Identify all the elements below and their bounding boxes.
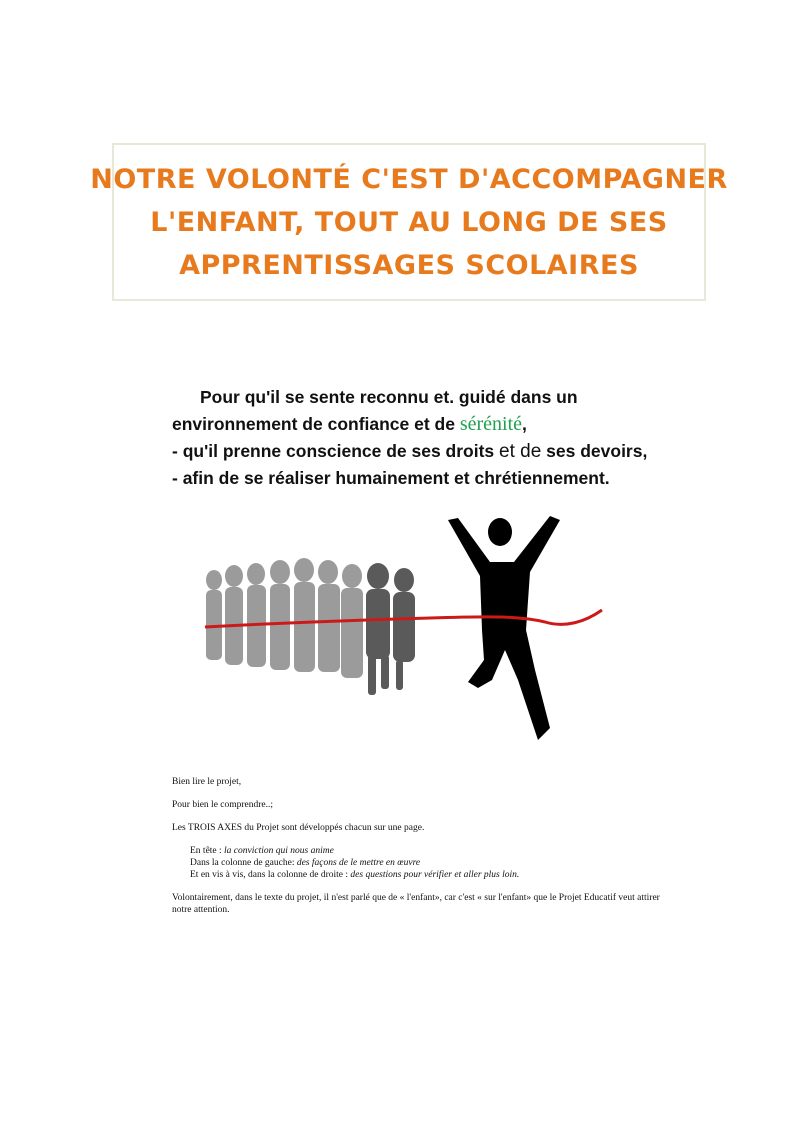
runner-crowd-front xyxy=(366,563,415,695)
intro-paragraph xyxy=(172,384,732,492)
winner-silhouette xyxy=(448,516,560,740)
intro-line-1: Pour qu'il se sente reconnu et. guidé dans un xyxy=(200,387,578,407)
note-right xyxy=(172,869,672,881)
intro-line-4: - afin de se réaliser humainement et chrétiennement. xyxy=(172,468,610,488)
note-left-text: des façons de le mettre en œuvre xyxy=(296,858,421,868)
intro-line-3-et-de: et de xyxy=(499,441,542,462)
note-head-text: la conviction qui nous anime xyxy=(224,846,334,856)
intro-line-3 xyxy=(172,438,732,465)
note-3: Les TROIS AXES du Projet sont développés chacun sur une page. xyxy=(172,823,425,833)
notes-section xyxy=(172,776,672,916)
intro-line-2 xyxy=(172,411,732,438)
intro-line-2-comma: , xyxy=(522,414,527,434)
title-line-2: L'ENFANT, TOUT AU LONG DE SES xyxy=(150,206,668,238)
intro-line-3-end: ses devoirs, xyxy=(541,441,648,461)
note-left-label: Dans la colonne de gauche: xyxy=(190,858,297,868)
note-head xyxy=(172,845,672,857)
note-2: Pour bien le comprendre..; xyxy=(172,800,274,810)
note-1: Bien lire le projet, xyxy=(172,777,242,787)
note-right-label: Et en vis à vis, dans la colonne de droite : xyxy=(190,870,351,880)
note-left xyxy=(172,857,672,869)
title-box xyxy=(90,143,728,301)
note-4: Volontairement, dans le texte du projet, il n'est parlé que de « l'enfant», car c'est « sur l'enfant» que le Projet Educatif veut attirer notre attention. xyxy=(172,893,660,915)
title-line-1: NOTRE VOLONTÉ C'EST D'ACCOMPAGNER xyxy=(90,163,728,195)
runner-crowd xyxy=(206,558,363,678)
runners-finish-line-image xyxy=(200,510,610,750)
serenite-word: sérénité xyxy=(459,413,523,435)
intro-line-2-text: environnement de confiance et de xyxy=(172,414,460,434)
note-head-label: En tête : xyxy=(190,846,225,856)
intro-line-3-text: - qu'il prenne conscience de ses droits xyxy=(172,441,500,461)
note-right-text: des questions pour vérifier et aller plus loin. xyxy=(350,870,520,880)
title-line-3: APPRENTISSAGES SCOLAIRES xyxy=(179,249,639,281)
